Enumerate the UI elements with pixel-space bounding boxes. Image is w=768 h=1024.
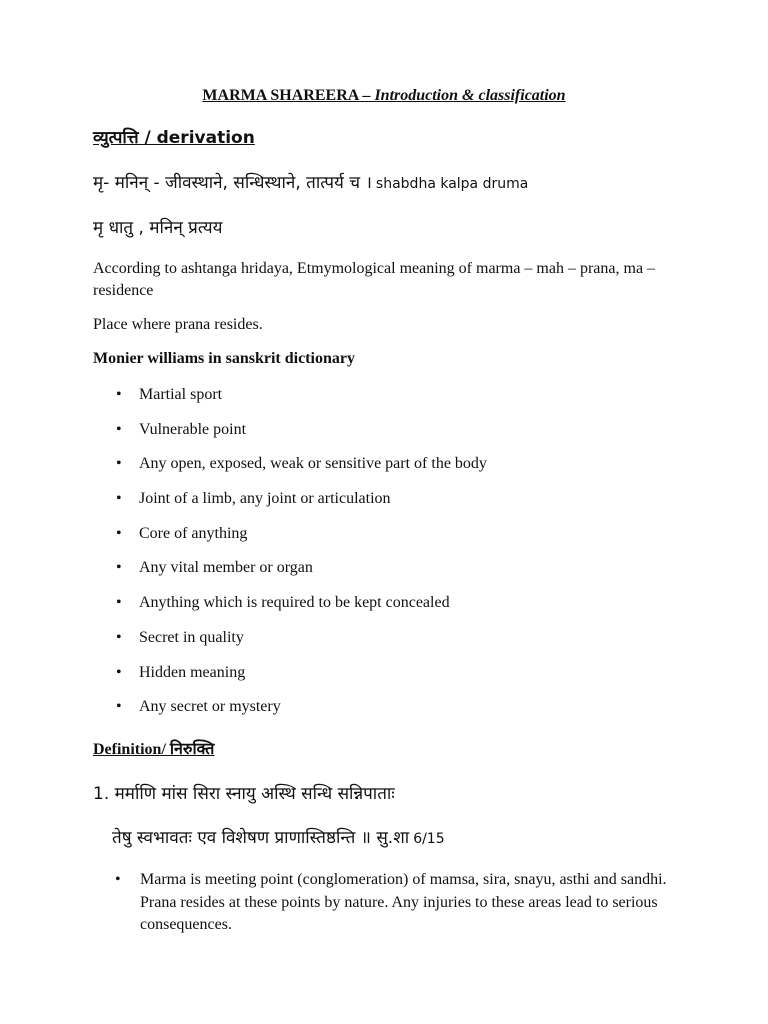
list-item-text: Martial sport (139, 386, 223, 403)
list-item (93, 558, 487, 593)
bullet-icon: • (116, 663, 122, 681)
monier-williams-heading: Monier williams in sanskrit dictionary (93, 350, 355, 367)
prana-paragraph: Place where prana resides. (93, 316, 263, 333)
bullet-icon: • (116, 698, 122, 716)
definition-heading: Definition/ निरुक्ति (93, 741, 215, 758)
verse-reference: 6/15 (413, 831, 445, 847)
etymology-paragraph: According to ashtanga hridaya, Etmymological meaning of marma – mah – prana, ma – residence (93, 260, 656, 299)
list-item-text: Core of anything (139, 524, 248, 542)
list-item (93, 454, 487, 489)
verse-line-1: 1. मर्माणि मांस सिरा स्नायु अस्थि सन्धि सन्निपाताः (93, 784, 395, 804)
bullet-icon: • (116, 524, 122, 542)
list-item (93, 697, 487, 732)
meanings-list (93, 385, 487, 732)
bullet-icon: • (116, 628, 122, 646)
list-item-text: Hidden meaning (139, 663, 246, 681)
title-main: MARMA SHAREERA – (202, 87, 375, 104)
bullet-icon: • (116, 559, 122, 577)
list-item-text: Secret in quality (139, 628, 244, 646)
sanskrit-derivation-line (93, 170, 528, 193)
list-item (93, 385, 487, 420)
list-item (93, 663, 487, 698)
bullet-icon: • (116, 420, 122, 438)
sanskrit-line-1: मृ- मनिन् - जीवस्थाने, सन्धिस्थाने, तात्पर्य च । (93, 173, 372, 193)
list-item-text: Any vital member or organ (139, 559, 313, 577)
verse-line-2-container (112, 825, 445, 848)
bullet-icon: • (116, 455, 122, 473)
sanskrit-line-2: मृ धातु , मनिन् प्रत्यय (93, 218, 223, 238)
bullet-icon: • (115, 871, 121, 888)
bullet-icon: • (116, 594, 122, 612)
sanskrit-line-1-source: shabdha kalpa druma (375, 176, 529, 192)
list-item-text: Any open, exposed, weak or sensitive part of the body (139, 455, 487, 473)
list-item (93, 489, 487, 524)
list-item (93, 593, 487, 628)
page-title (0, 87, 768, 105)
list-item-text: Anything which is required to be kept concealed (139, 594, 450, 612)
title-subtitle: Introduction & classification (374, 87, 566, 104)
list-item-text: Any secret or mystery (139, 698, 281, 716)
list-item (93, 524, 487, 559)
list-item (93, 420, 487, 455)
bullet-icon: • (116, 490, 122, 508)
list-item-text: Joint of a limb, any joint or articulation (139, 490, 391, 508)
verse-line-2: तेषु स्वभावतः एव विशेषण प्राणास्तिष्ठन्ति ॥ सु.शा (112, 828, 410, 848)
bullet-icon: • (116, 386, 122, 403)
list-item-text: Vulnerable point (139, 420, 247, 438)
explanation-text: Marma is meeting point (conglomeration) of mamsa, sira, snayu, asthi and sandhi. Prana resides at these points by nature. Any injuries to these areas lead to serious consequences. (140, 871, 667, 933)
explanation-bullet (115, 869, 700, 937)
list-item (93, 628, 487, 663)
derivation-heading: व्युत्पत्ति / derivation (93, 128, 255, 148)
